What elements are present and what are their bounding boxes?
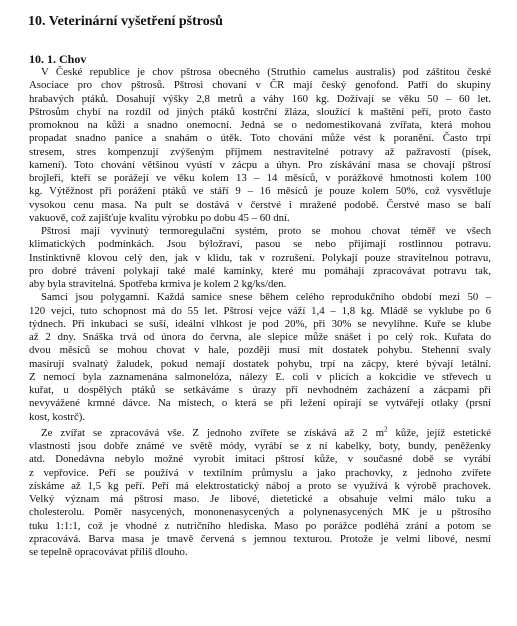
text-line: zpracovává. Barva masa je tmavě červená s jemnou texturou. Protože je velmi libové, nesmí (29, 532, 491, 545)
text-line: získáme až 1,5 kg peří. Peří má elektrostatický náboj a proto se využívá k výrobě prachovek. (29, 479, 491, 492)
text-line: klimatických podmínkách. Jsou býložraví, pasou se nebo přijímají rostlinnou potravu. (29, 238, 491, 251)
text-line: kost, kostrč). (29, 410, 86, 423)
document-body (29, 66, 491, 559)
text-line: týdnech. Při inkubaci se suší, ideální vlhkost je pod 20%, při 30% se nevylíhne. Kuře se klube (29, 317, 491, 330)
text-line: Instinktivně klovou celý den, jak v klidu, tak v rozrušení. Polykají pouze stravitelnou potravu, (29, 251, 491, 264)
text-line: aby byla stravitelná. Spotřeba krmiva je kolem 2 kg/ks/den. (29, 278, 287, 290)
text-line: Asociace pro chov pštrosů. Pštrosi chovaní v ČR mají český genofond. Patří do skupiny (29, 79, 491, 92)
text-line: Pštrosům chybí na rozdíl od jiných ptáků kostrční žláza, sloužící k maštění peří, proto často (29, 105, 491, 118)
text-line: se tepelně opracovávat příliš dlouho. (29, 546, 188, 558)
text-line: hrabavých ptáků. Dosahují výšky 2,8 metrů a váhy 160 kg. Dožívají se věku 50 – 60 let. (29, 92, 491, 105)
text-line: kamení). Toto chování většinou vyústí v zácpu a úhyn. Pro získávání masa se chovají pštrosí (29, 158, 491, 171)
section-title: 10. 1. Chov (29, 52, 87, 66)
text-line: Ze zvířat se zpracovává vše. Z jednoho zvířete se získává až 2 $m^2$ kůže, jejíž estetické (41, 425, 492, 439)
text-line: kg. Výtěžnost při porážení ptáků ve stáří 9 – 16 měsíců je pouze kolem 50%, což vysvětluje (29, 185, 491, 198)
text-line: dvou měsíců se mohou chovat v hale, později musí mít dostatek pohybu. Stehenní svaly (29, 344, 491, 357)
text-line: 120 vejci, tuto schopnost má do 55 let. Pštrosí vejce váží 1,4 – 1,8 kg. Mládě se vyklube po 6 (29, 304, 491, 317)
paragraph (29, 225, 491, 291)
text-line: promoknou na kůži a snadno onemocní. Jedná se o nedomestikovaná zvířata, která mohou (29, 119, 491, 131)
text-line: kuřat, u dospělých ptáků se setkáváme s úrazy při nevhodném zacházení a zácpami při (29, 384, 491, 396)
text-line: pro dobré trávení polykají také malé kamínky, které mu pomáhají zpracovávat potravu tak, (29, 264, 491, 277)
text-line: až 2 dny. Snáška trvá od února do června, ale slepice může snášet i po celý rok. Kuřata do (29, 331, 491, 343)
paragraph (29, 427, 491, 560)
paragraph (29, 291, 491, 424)
text-line: cholesterolu. Poměr nasycených, mononenasycených a polynenasycených MK je u pštrosího (29, 506, 491, 519)
text-line: vakuově, což zajišťuje kvalitu výrobku po dobu 45 – 60 dní. (29, 211, 290, 224)
text-line: stresem, stres kompenzují zvýšeným příjmem nestravitelné potravy až pažravostí (písek, (29, 145, 491, 158)
text-line: atd. Donedávna nebylo možné vyrobit imitaci pštrosí kůže, v současné době se vyrábí (29, 453, 491, 466)
text-line: Samci jsou polygamní. Každá samice snese během celého reprodukčního období mezi 50 – (41, 291, 491, 304)
text-line: Z nemocí byla zaznamenána salmonelóza, nálezy E. coli v plicích a kokcidie ve střevech u (29, 370, 491, 383)
text-line: vlastnosti jsou dobře známé ve světě módy, vyrábí se z ní kabelky, boty, bundy, peněženky (29, 440, 491, 452)
text-line: propadat snadno panice a snahám o útěk. Toto chování může vést k poranění. Často trpí (29, 132, 491, 145)
paragraph (29, 66, 491, 225)
text-line: masírují svalnatý žaludek, pokud nemají dostatek pohybu, trpí na zácpy, které bývají letální. (29, 357, 491, 370)
text-line: tuku 1:1:1, což je vhodné z nutričního hlediska. Maso po porážce podléhá zrání a potom se (29, 519, 491, 532)
text-line: vysokou cenu masa. Na pult se dostává v čerstvé i mražené podobě. Čerstvé maso se balí (29, 198, 491, 211)
text-line: Velký význam má pštrosí maso. Je libové, dietetické a obsahuje velmi málo tuku a (29, 493, 491, 505)
text-line: brojleři, kteří se porážejí ve věku kolem 13 – 14 měsíců, v porážkové hmotnosti kolem 100 (29, 172, 491, 184)
chapter-heading: 10. Veterinární vyšetření pštrosů (28, 14, 223, 29)
text-line: Pštrosi mají vyvinutý termoregulační systém, proto se mohou chovat téměř ve všech (41, 225, 491, 237)
text-line: nevyvážené krmné dávce. Na místech, o která se při ležení opírají se vytvářejí otlaky (prsní (29, 397, 491, 410)
text-line: V České republice je chov pštrosa obecného (Struthio camelus australis) pod záštitou české (41, 66, 491, 78)
text-line: z vepřovice. Peří se používá v textilním průmyslu a jako prachovky, z jednoho zvířete (29, 466, 491, 479)
